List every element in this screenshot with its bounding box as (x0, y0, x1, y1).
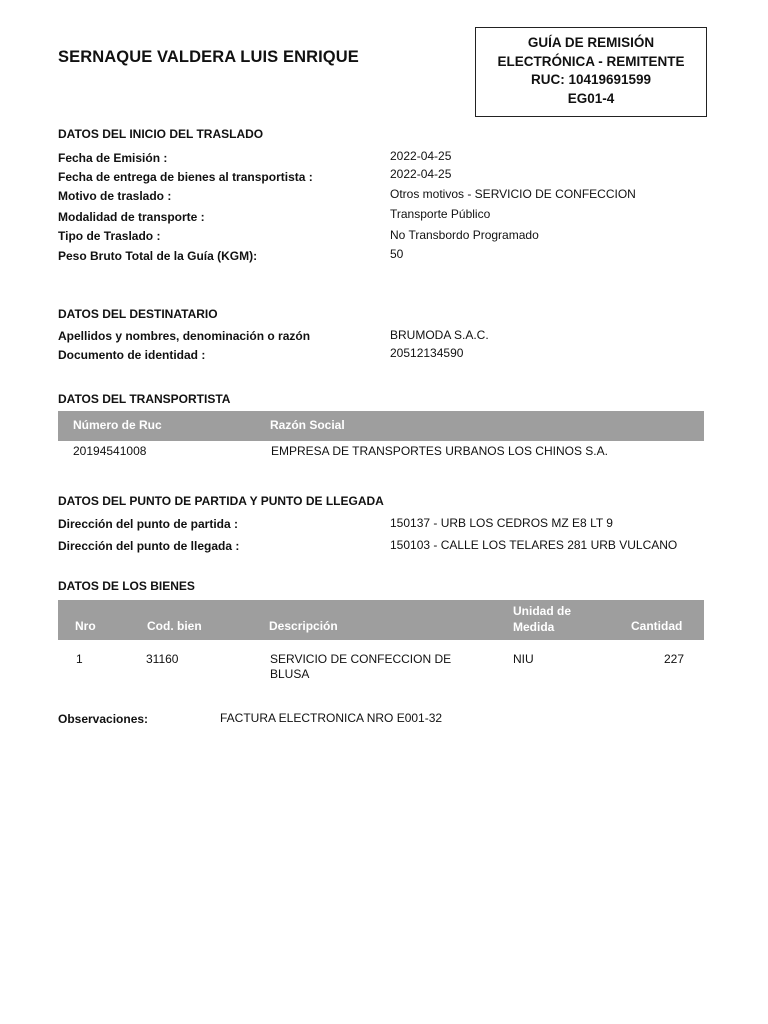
header-numero-ruc: Número de Ruc (73, 418, 162, 432)
header-cantidad: Cantidad (631, 619, 683, 633)
value-punto-partida: 150137 - URB LOS CEDROS MZ E8 LT 9 (390, 516, 613, 530)
value-tipo-traslado: No Transbordo Programado (390, 228, 539, 242)
label-documento-identidad: Documento de identidad : (58, 348, 206, 362)
value-fecha-entrega: 2022-04-25 (390, 167, 452, 181)
value-observaciones: FACTURA ELECTRONICA NRO E001-32 (220, 711, 443, 725)
document-type-box (475, 27, 707, 117)
doc-series-number: EG01-4 (567, 90, 615, 106)
label-peso-bruto: Peso Bruto Total de la Guía (KGM): (58, 249, 258, 263)
value-documento-identidad: 20512134590 (390, 346, 464, 360)
value-razon-social: BRUMODA S.A.C. (390, 328, 489, 342)
doc-type-line-1: GUÍA DE REMISIÓN (527, 35, 655, 50)
header-nro: Nro (75, 619, 96, 633)
table-row (58, 652, 704, 686)
value-punto-llegada: 150103 - CALLE LOS TELARES 281 URB VULCANO (390, 538, 678, 552)
section-title-transportista: DATOS DEL TRANSPORTISTA (58, 392, 231, 406)
label-punto-llegada: Dirección del punto de llegada : (58, 539, 240, 553)
value-peso-bruto: 50 (390, 247, 404, 261)
transportista-table-header (58, 411, 704, 441)
cell-cantidad: 227 (663, 652, 684, 666)
cell-nro: 1 (76, 652, 83, 666)
cell-cod-bien: 31160 (146, 652, 179, 666)
table-row (58, 444, 704, 464)
label-punto-partida: Dirección del punto de partida : (58, 517, 239, 531)
header-descripcion: Descripción (269, 619, 338, 633)
header-unidad-line1: Unidad de (513, 604, 572, 618)
value-modalidad: Transporte Público (390, 207, 491, 221)
label-fecha-emision: Fecha de Emisión : (58, 151, 168, 165)
label-observaciones: Observaciones: (58, 712, 149, 726)
section-title-inicio: DATOS DEL INICIO DEL TRASLADO (58, 127, 264, 141)
section-title-destinatario: DATOS DEL DESTINATARIO (58, 307, 218, 321)
header-unidad-line2: Medida (513, 620, 555, 634)
doc-ruc: RUC: 10419691599 (530, 72, 652, 87)
cell-unidad-medida: NIU (513, 652, 534, 666)
label-razon-social: Apellidos y nombres, denominación o razón (58, 329, 311, 343)
section-title-bienes: DATOS DE LOS BIENES (58, 579, 195, 593)
label-motivo: Motivo de traslado : (58, 189, 172, 203)
section-title-partida-llegada: DATOS DEL PUNTO DE PARTIDA Y PUNTO DE LLEGADA (58, 494, 384, 508)
issuer-name: SERNAQUE VALDERA LUIS ENRIQUE (58, 48, 359, 66)
label-fecha-entrega: Fecha de entrega de bienes al transportista : (58, 170, 313, 184)
label-tipo-traslado: Tipo de Traslado : (58, 229, 161, 243)
cell-numero-ruc: 20194541008 (73, 444, 147, 458)
cell-descripcion: SERVICIO DE CONFECCION DE BLUSA (270, 652, 452, 681)
bienes-table-header (58, 600, 704, 640)
doc-type-line-2: ELECTRÓNICA - REMITENTE (497, 53, 685, 69)
value-fecha-emision: 2022-04-25 (390, 149, 452, 163)
header-cod-bien: Cod. bien (147, 619, 202, 633)
cell-razon-social: EMPRESA DE TRANSPORTES URBANOS LOS CHINOS S.A. (271, 444, 608, 458)
label-modalidad: Modalidad de transporte : (58, 210, 205, 224)
value-motivo: Otros motivos - SERVICIO DE CONFECCION (390, 187, 636, 201)
header-razon-social: Razón Social (270, 418, 345, 432)
